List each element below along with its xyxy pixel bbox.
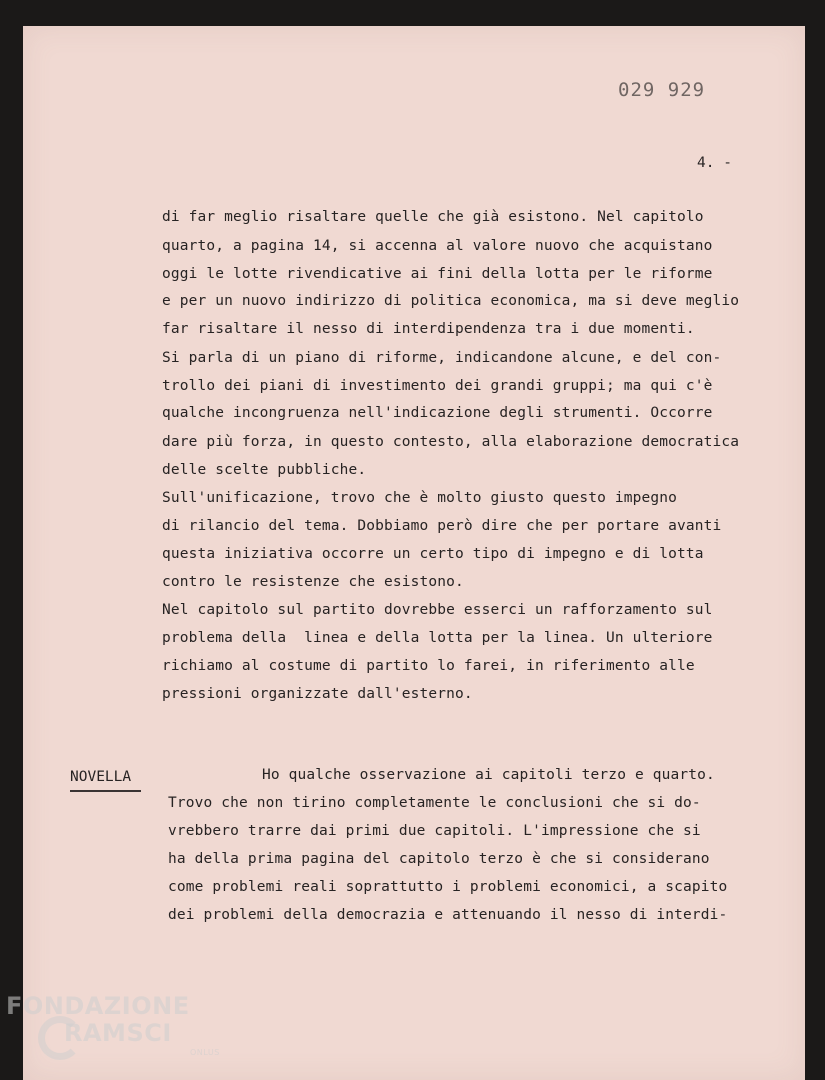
text-line: Trovo che non tirino completamente le conclusioni che si do- <box>168 795 701 811</box>
speaker-underline <box>70 790 141 792</box>
text-line: come problemi reali soprattutto i problemi economici, a scapito <box>168 879 728 895</box>
text-line: dare più forza, in questo contesto, alla elaborazione democratica <box>162 434 740 450</box>
text-line: questa iniziativa occorre un certo tipo di impegno e di lotta <box>162 546 704 562</box>
text-line: dei problemi della democrazia e attenuando il nesso di interdi- <box>168 907 728 923</box>
text-line: di rilancio del tema. Dobbiamo però dire che per portare avanti <box>162 518 722 534</box>
text-line: ha della prima pagina del capitolo terzo è che si considerano <box>168 851 710 867</box>
page-number: 4. - <box>697 155 732 171</box>
text-line: qualche incongruenza nell'indicazione degli strumenti. Occorre <box>162 405 713 421</box>
text-line: problema della linea e della lotta per la linea. Un ulteriore <box>162 630 713 646</box>
watermark-line-3: ONLUS <box>190 1048 220 1057</box>
text-line: vrebbero trarre dai primi due capitoli. L'impressione che si <box>168 823 701 839</box>
text-line: Ho qualche osservazione ai capitoli terzo e quarto. <box>262 767 715 783</box>
text-line: contro le resistenze che esistono. <box>162 574 464 590</box>
text-line: oggi le lotte rivendicative ai fini della lotta per le riforme <box>162 266 713 282</box>
text-line: quarto, a pagina 14, si accenna al valore nuovo che acquistano <box>162 238 713 254</box>
text-line: richiamo al costume di partito lo farei, in riferimento alle <box>162 658 695 674</box>
text-line: Si parla di un piano di riforme, indicandone alcune, e del con- <box>162 350 722 366</box>
watermark-line-1: FONDAZIONE <box>6 992 190 1020</box>
archive-number: 029 929 <box>618 79 706 101</box>
text-line: Sull'unificazione, trovo che è molto giusto questo impegno <box>162 490 678 506</box>
text-line: delle scelte pubbliche. <box>162 462 367 478</box>
text-line: Nel capitolo sul partito dovrebbe esserci un rafforzamento sul <box>162 602 713 618</box>
watermark-line-2: RAMSCI <box>64 1019 172 1047</box>
text-line: e per un nuovo indirizzo di politica economica, ma si deve meglio <box>162 293 740 309</box>
text-line: far risaltare il nesso di interdipendenza tra i due momenti. <box>162 321 695 337</box>
fondazione-gramsci-watermark <box>0 988 230 1080</box>
text-line: pressioni organizzate dall'esterno. <box>162 686 473 702</box>
text-line: di far meglio risaltare quelle che già esistono. Nel capitolo <box>162 209 704 225</box>
speaker-name: NOVELLA <box>70 769 132 785</box>
text-line: trollo dei piani di investimento dei grandi gruppi; ma qui c'è <box>162 378 713 394</box>
